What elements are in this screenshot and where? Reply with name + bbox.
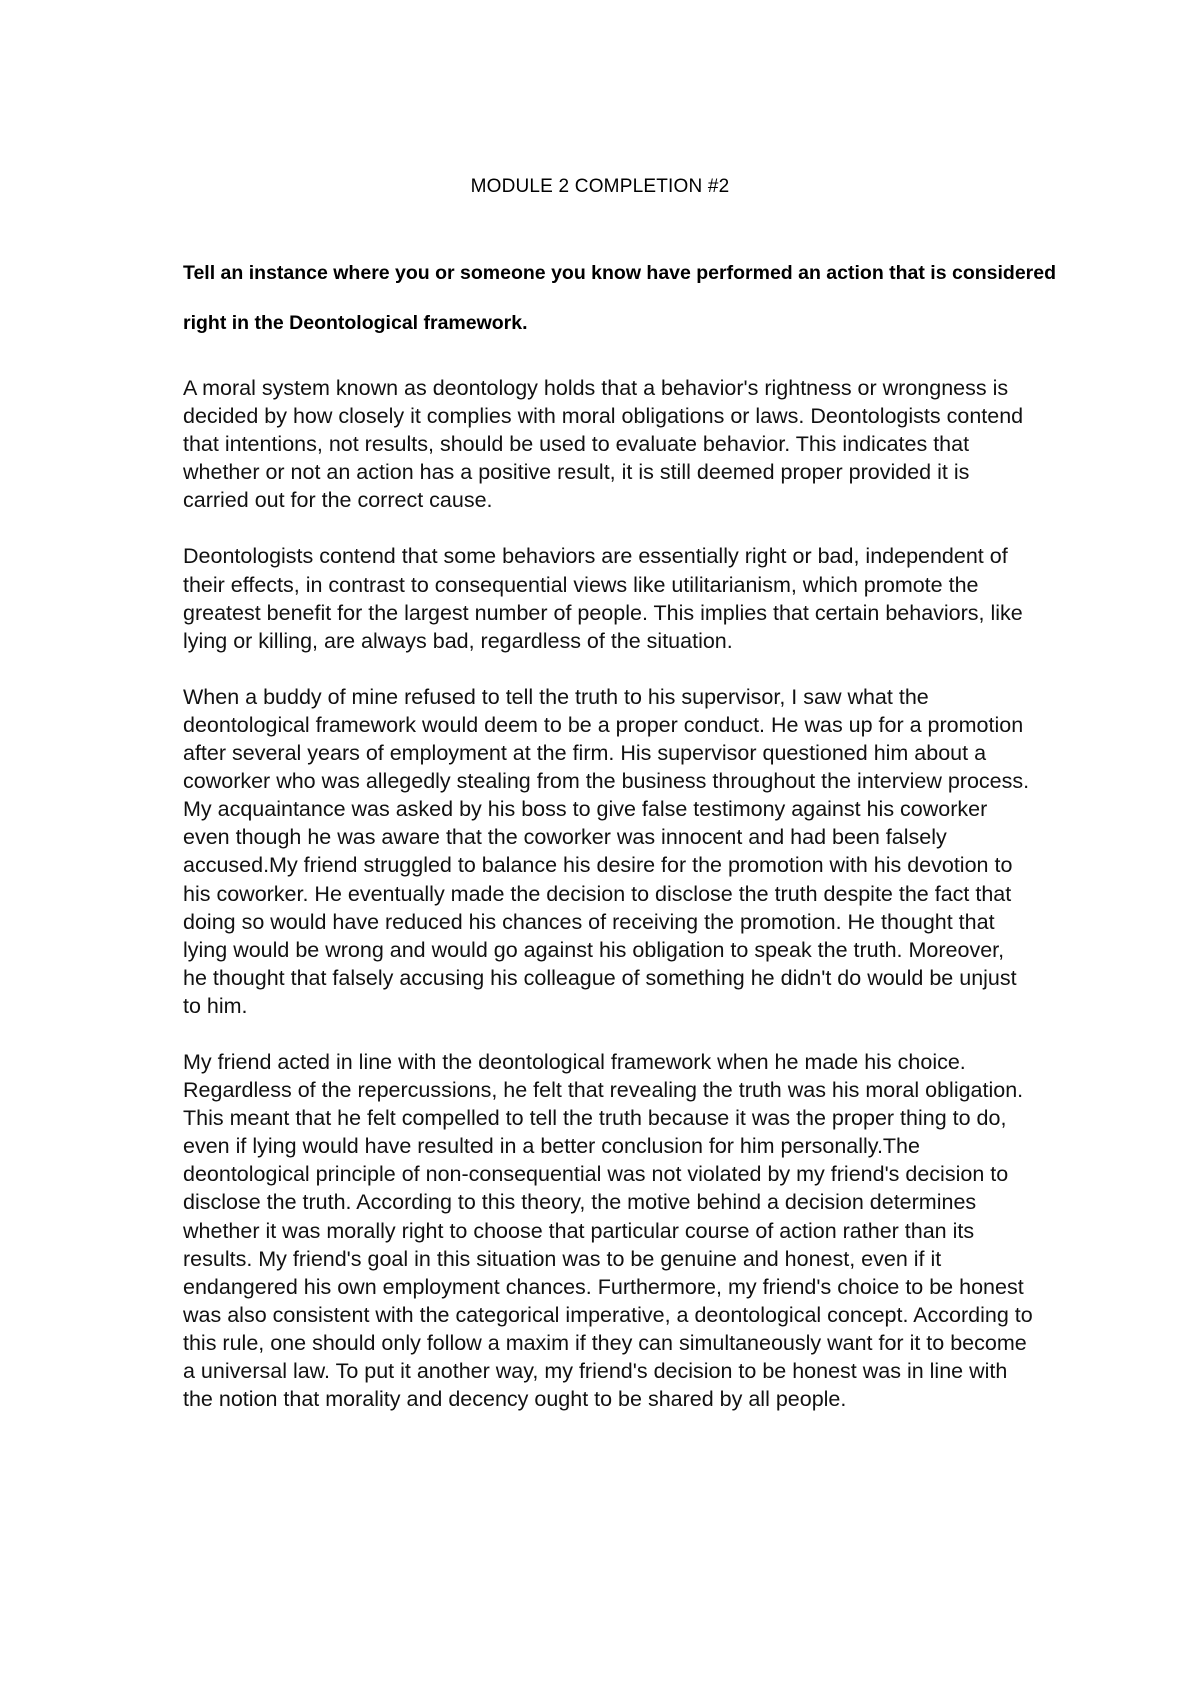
paragraph-analysis: My friend acted in line with the deontological framework when he made his choice. Regardless of the repercussions, he felt that revealing the truth was his moral obligation. This meant that he felt compelled to tell the truth because it was the proper thing to do, even if lying would have resulted in a better conclusion for him personally.The deontological principle of non-consequential was not violated by my friend's decision to disclose the truth. According to this theory, the motive behind a decision determines whether it was morally right to choose that particular course of action rather than its results. My friend's goal in this situation was to be genuine and honest, even if it endangered his own employment chances. Furthermore, my friend's choice to be honest was also consistent with the categorical imperative, a deontological concept. According to this rule, one should only follow a maxim if they can simultaneously want for it to become a universal law. To put it another way, my friend's decision to be honest was in line with the notion that morality and decency ought to be shared by all people.: [183, 1049, 1033, 1412]
document-title: MODULE 2 COMPLETION #2: [470, 176, 730, 197]
question-prompt: Tell an instance where you or someone you know have performed an action that is considered right in the Deontological framework.: [183, 262, 1057, 334]
paragraph-example: When a buddy of mine refused to tell the truth to his supervisor, I saw what the deontological framework would deem to be a proper conduct. He was up for a promotion after several years of employment at the firm. His supervisor questioned him about a coworker who was allegedly stealing from the business throughout the interview process. My acquaintance was asked by his boss to give false testimony against his coworker even though he was aware that the coworker was innocent and had been falsely accused.My friend struggled to balance his desire for the promotion with his devotion to his coworker. He eventually made the decision to disclose the truth despite the fact that doing so would have reduced his chances of receiving the promotion. He thought that lying would be wrong and would go against his obligation to speak the truth. Moreover, he thought that falsely accusing his colleague of something he didn't do would be unjust to him.: [183, 684, 1030, 1018]
paragraph-definition: A moral system known as deontology holds that a behavior's rightness or wrongness is decided by how closely it complies with moral obligations or laws. Deontologists contend that intentions, not results, should be used to evaluate behavior. This indicates that whether or not an action has a positive result, it is still deemed proper provided it is carried out for the correct cause.: [183, 376, 1024, 513]
essay-body: [183, 374, 1033, 1441]
paragraph-contrast: Deontologists contend that some behaviors are essentially right or bad, independent of their effects, in contrast to consequential views like utilitarianism, which promote the greatest benefit for the largest number of people. This implies that certain behaviors, like lying or killing, are always bad, regardless of the situation.: [183, 544, 1023, 653]
